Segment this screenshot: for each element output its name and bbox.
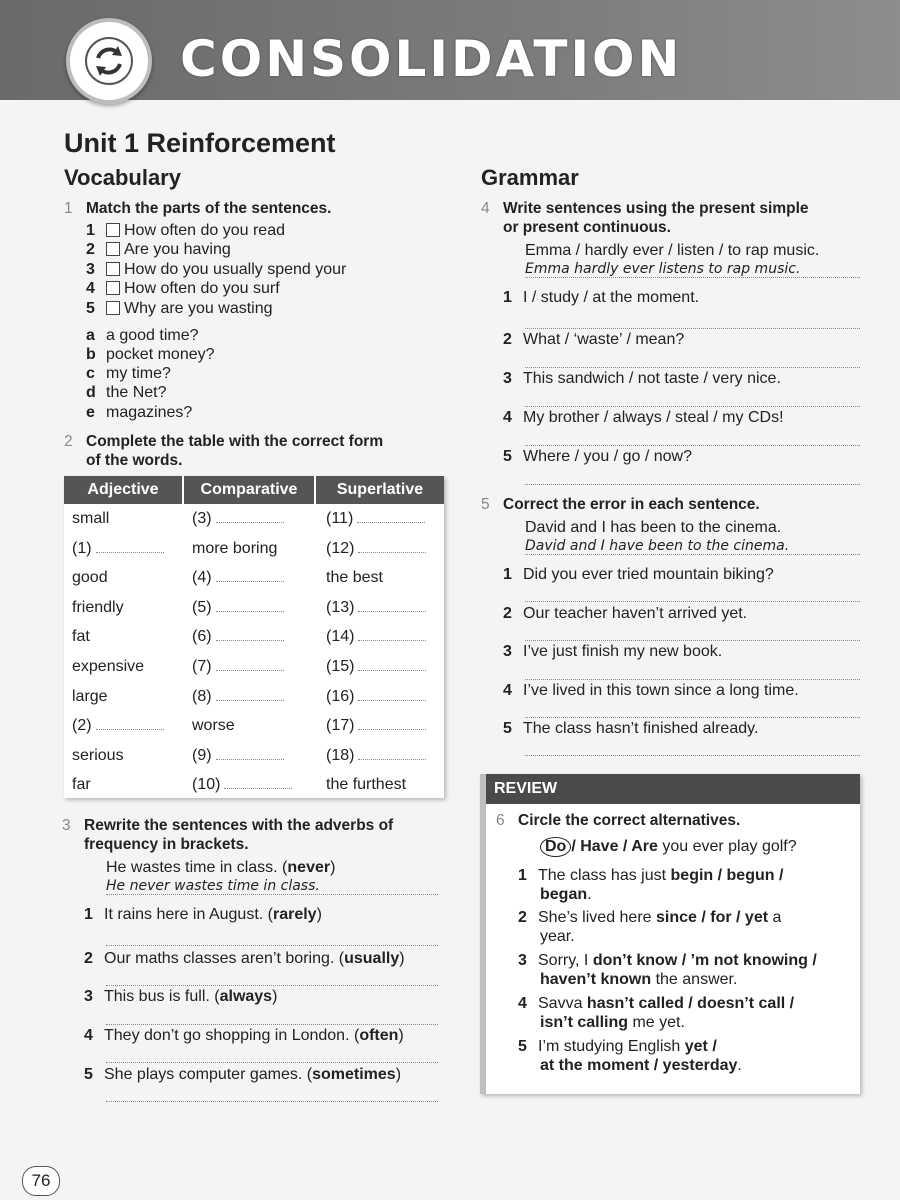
answer-blank[interactable] — [358, 600, 426, 612]
table-cell: (5) — [192, 599, 284, 617]
answer-blank[interactable] — [358, 718, 426, 730]
ex3-item: 5 She plays computer games. (sometimes) — [84, 1066, 402, 1083]
ex1-option: d the Net? — [86, 384, 167, 401]
table-cell: (12) — [326, 540, 426, 558]
answer-blank[interactable] — [358, 689, 426, 701]
answer-line[interactable] — [525, 445, 860, 446]
ex4-item: 3 This sandwich / not taste / very nice. — [503, 370, 781, 387]
choice-option[interactable]: haven’t known — [540, 971, 652, 988]
table-cell: (14) — [326, 628, 426, 646]
ex5-instruction: 5 Correct the error in each sentence. — [481, 496, 760, 513]
ex3-example-answer: He never wastes time in class. — [106, 878, 438, 895]
vocabulary-table — [64, 476, 444, 798]
table-cell: (9) — [192, 747, 284, 765]
answer-blank[interactable] — [216, 629, 284, 641]
ex1-option: a a good time? — [86, 327, 199, 344]
ex5-item: 2 Our teacher haven’t arrived yet. — [503, 605, 748, 622]
ex6-item: 5 I’m studying English yet / — [518, 1038, 717, 1055]
table-cell: far — [72, 776, 91, 794]
table-cell: (4) — [192, 569, 284, 587]
answer-blank[interactable] — [216, 689, 284, 701]
table-cell: (2) — [72, 717, 164, 735]
answer-blank[interactable] — [358, 748, 426, 760]
answer-line[interactable] — [525, 367, 860, 368]
ex1-item: 1 How often do you read — [86, 222, 285, 239]
choice-option[interactable]: hasn’t called / doesn’t call / — [586, 995, 795, 1012]
choice-option[interactable]: isn’t calling — [540, 1014, 629, 1031]
answer-box[interactable] — [106, 281, 120, 295]
ex4-example-answer: Emma hardly ever listens to rap music. — [525, 261, 860, 278]
answer-blank[interactable] — [358, 659, 426, 671]
choice-option[interactable]: since / for / yet — [656, 909, 769, 926]
answer-blank[interactable] — [357, 511, 425, 523]
ex1-option: e magazines? — [86, 404, 193, 421]
ex4-item: 1 I / study / at the moment. — [503, 289, 700, 306]
answer-line[interactable] — [525, 601, 860, 602]
table-cell: (8) — [192, 688, 284, 706]
answer-blank[interactable] — [224, 777, 292, 789]
ex1-option: c my time? — [86, 365, 171, 382]
review-heading: REVIEW — [486, 774, 860, 804]
ex5-item: 1 Did you ever tried mountain biking? — [503, 566, 774, 583]
ex3-example: He wastes time in class. (never) — [106, 859, 336, 876]
table-cell: worse — [192, 717, 235, 735]
table-header: Adjective — [64, 476, 182, 504]
ex3-item: 1 It rains here in August. (rarely) — [84, 906, 322, 923]
answer-line[interactable] — [106, 945, 438, 946]
answer-blank[interactable] — [358, 629, 426, 641]
table-cell: friendly — [72, 598, 124, 616]
table-cell: (7) — [192, 658, 284, 676]
answer-line[interactable] — [106, 1024, 438, 1025]
answer-blank[interactable] — [216, 511, 284, 523]
table-cell: the best — [326, 569, 383, 587]
vocabulary-heading: Vocabulary — [64, 165, 181, 190]
ex5-item: 5 The class hasn’t finished already. — [503, 720, 759, 737]
table-cell: expensive — [72, 658, 145, 675]
ex3-instruction: 3 Rewrite the sentences with the adverbs of frequency in brackets. — [62, 817, 394, 853]
choice-option[interactable]: begin / begun / — [670, 867, 784, 884]
table-cell: good — [72, 569, 108, 587]
table-header: Superlative — [316, 476, 444, 504]
table-cell: serious — [72, 746, 124, 764]
answer-line[interactable] — [525, 717, 860, 718]
ex4-item: 2 What / ‘waste’ / mean? — [503, 331, 685, 348]
table-cell: (6) — [192, 628, 284, 646]
answer-line[interactable] — [525, 640, 860, 641]
ex6-item-cont: began. — [540, 886, 592, 903]
answer-blank[interactable] — [216, 748, 284, 760]
ex6-item: 1 The class has just begin / begun / — [518, 867, 784, 884]
table-cell: large — [72, 687, 108, 705]
choice-option[interactable]: don’t know / ’m not knowing / — [592, 952, 817, 969]
table-cell: (10) — [192, 776, 292, 794]
ex6-item: 4 Savva hasn’t called / doesn’t call / — [518, 995, 795, 1012]
ex2-instruction: 2 Complete the table with the correct form of the words. — [64, 433, 384, 469]
consolidation-logo — [66, 18, 152, 104]
table-cell: (17) — [326, 717, 426, 735]
unit-title: Unit 1 Reinforcement — [64, 128, 336, 158]
ex3-item: 3 This bus is full. (always) — [84, 988, 278, 1005]
table-cell: (1) — [72, 540, 164, 558]
answer-box[interactable] — [106, 301, 120, 315]
answer-box[interactable] — [106, 223, 120, 237]
refresh-arrows-icon — [84, 36, 134, 86]
ex1-item: 3 How do you usually spend your — [86, 261, 347, 278]
answer-box[interactable] — [106, 262, 120, 276]
answer-line[interactable] — [525, 484, 860, 485]
ex6-instruction: 6 Circle the correct alternatives. — [496, 812, 741, 829]
ex4-item: 4 My brother / always / steal / my CDs! — [503, 409, 784, 426]
ex4-item: 5 Where / you / go / now? — [503, 448, 692, 465]
table-cell: (13) — [326, 599, 426, 617]
table-cell: (3) — [192, 510, 284, 528]
answer-line[interactable] — [525, 679, 860, 680]
answer-line[interactable] — [525, 406, 860, 407]
table-cell: (18) — [326, 747, 426, 765]
table-cell: small — [72, 510, 110, 527]
grammar-heading: Grammar — [481, 165, 579, 190]
table-header: Comparative — [184, 476, 314, 504]
answer-line[interactable] — [525, 755, 860, 756]
table-cell: (11) — [326, 510, 425, 528]
answer-line[interactable] — [106, 985, 438, 986]
ex5-item: 4 I’ve lived in this town since a long time. — [503, 682, 799, 699]
page-number: 76 — [22, 1166, 60, 1196]
choice-option[interactable]: at the moment / yesterday — [540, 1057, 738, 1074]
answer-blank[interactable] — [216, 600, 284, 612]
ex6-item-cont: at the moment / yesterday. — [540, 1057, 742, 1074]
answer-line[interactable] — [106, 1101, 438, 1102]
ex1-item: 5 Why are you wasting — [86, 300, 273, 317]
ex6-item-cont: haven’t known the answer. — [540, 971, 738, 988]
answer-box[interactable] — [106, 242, 120, 256]
choice-option[interactable]: yet / — [684, 1038, 717, 1055]
answer-line[interactable] — [525, 328, 860, 329]
table-cell: (16) — [326, 688, 426, 706]
answer-blank[interactable] — [216, 570, 284, 582]
ex1-instruction: 1 Match the parts of the sentences. — [64, 200, 332, 217]
ex6-example: Do / Have / Are you ever play golf? — [540, 837, 797, 857]
ex4-example: Emma / hardly ever / listen / to rap music. — [525, 242, 820, 259]
ex6-item-cont: isn’t calling me yet. — [540, 1014, 685, 1031]
ex5-example-answer: David and I have been to the cinema. — [525, 538, 860, 555]
ex6-item: 2 She’s lived here since / for / yet a — [518, 909, 782, 926]
table-cell: more boring — [192, 539, 278, 557]
answer-line[interactable] — [106, 1062, 438, 1063]
page-title: CONSOLIDATION — [180, 30, 683, 88]
ex5-example: David and I has been to the cinema. — [525, 519, 782, 536]
ex1-item: 2 Are you having — [86, 241, 231, 258]
ex1-option: b pocket money? — [86, 346, 215, 363]
ex6-item: 3 Sorry, I don’t know / ’m not knowing / — [518, 952, 817, 969]
ex1-item: 4 How often do you surf — [86, 280, 280, 297]
ex3-item: 4 They don’t go shopping in London. (often) — [84, 1027, 404, 1044]
table-cell: (15) — [326, 658, 426, 676]
answer-blank[interactable] — [96, 718, 164, 730]
answer-blank[interactable] — [96, 541, 164, 553]
table-cell: fat — [72, 628, 90, 646]
answer-blank[interactable] — [216, 659, 284, 671]
ex5-item: 3 I’ve just finish my new book. — [503, 643, 723, 660]
choice-option[interactable]: began — [540, 886, 588, 903]
ex6-item-cont: year. — [540, 928, 575, 945]
circled-answer: Do — [540, 837, 571, 857]
ex3-item: 2 Our maths classes aren’t boring. (usually) — [84, 950, 405, 967]
answer-blank[interactable] — [358, 541, 426, 553]
table-cell: the furthest — [326, 776, 407, 794]
ex4-instruction: 4 Write sentences using the present simple or present continuous. — [481, 200, 809, 236]
